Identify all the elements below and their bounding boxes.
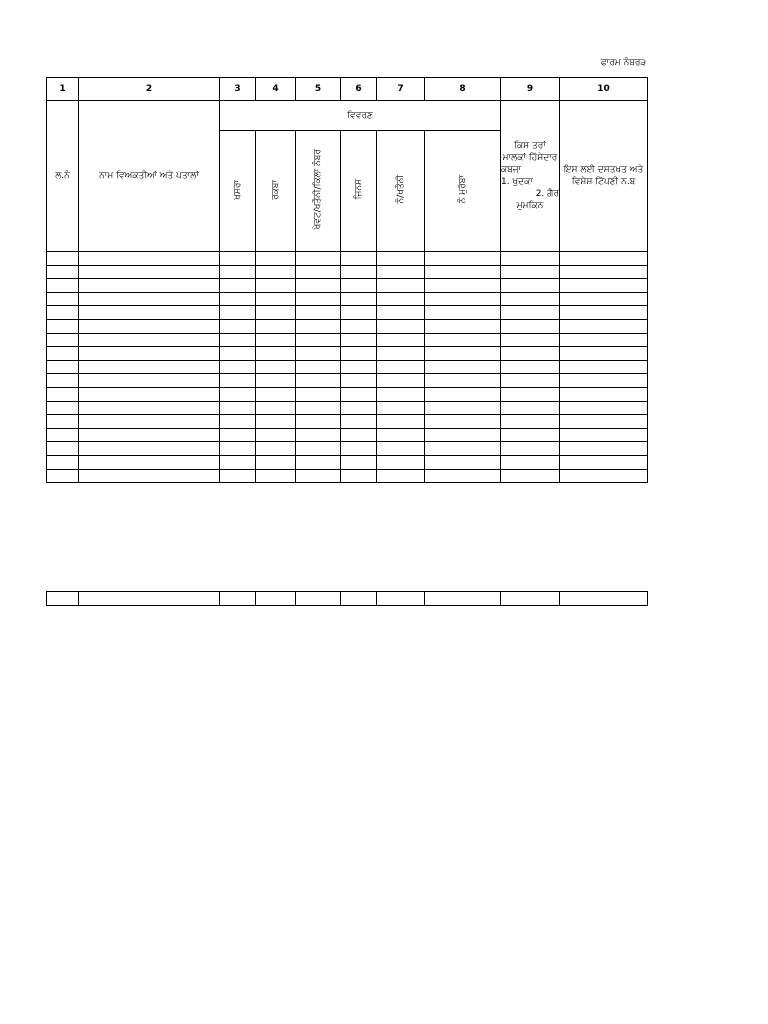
table-cell bbox=[47, 252, 79, 266]
table-cell bbox=[501, 428, 560, 442]
table-cell bbox=[220, 415, 256, 429]
table-cell bbox=[501, 292, 560, 306]
total-table bbox=[46, 591, 648, 606]
table-row bbox=[47, 428, 648, 442]
table-cell bbox=[220, 469, 256, 483]
table-cell bbox=[560, 592, 648, 606]
table-cell bbox=[560, 279, 648, 293]
table-cell bbox=[425, 415, 501, 429]
register-table bbox=[46, 77, 648, 483]
table-cell bbox=[296, 415, 341, 429]
table-cell bbox=[296, 387, 341, 401]
table-cell bbox=[501, 279, 560, 293]
table-cell bbox=[296, 292, 341, 306]
area-header-text: ਰਕਬਾ bbox=[270, 179, 281, 200]
table-cell bbox=[220, 319, 256, 333]
table-cell bbox=[501, 374, 560, 388]
table-cell bbox=[501, 333, 560, 347]
table-cell bbox=[425, 265, 501, 279]
table-row bbox=[47, 333, 648, 347]
table-cell bbox=[560, 306, 648, 320]
column-number: 9 bbox=[501, 78, 560, 101]
table-cell bbox=[560, 252, 648, 266]
table-cell bbox=[296, 469, 341, 483]
table-cell bbox=[425, 333, 501, 347]
table-cell bbox=[220, 442, 256, 456]
table-row bbox=[47, 360, 648, 374]
table-cell bbox=[425, 252, 501, 266]
table-cell bbox=[256, 428, 296, 442]
table-cell bbox=[256, 252, 296, 266]
table-cell bbox=[501, 319, 560, 333]
table-cell bbox=[47, 347, 79, 361]
table-cell bbox=[220, 401, 256, 415]
murabba-header-text: ਨੰ ਮੁਰੱਬਾ bbox=[457, 175, 468, 204]
table-cell bbox=[501, 469, 560, 483]
ownership-line: 1. ਖੁਦਕਾ bbox=[501, 177, 533, 187]
khewat-header bbox=[296, 131, 341, 252]
column-number: 4 bbox=[256, 78, 296, 101]
table-cell bbox=[501, 592, 560, 606]
column-number: 1 bbox=[47, 78, 79, 101]
table-cell bbox=[425, 442, 501, 456]
khasra-header-text: ਖਸਰਾ bbox=[232, 179, 243, 200]
ownership-line: ਮੁਮਕਿਨ bbox=[516, 201, 544, 211]
table-cell bbox=[425, 401, 501, 415]
table-cell bbox=[501, 252, 560, 266]
table-row bbox=[47, 415, 648, 429]
table-cell bbox=[377, 347, 425, 361]
table-cell bbox=[79, 347, 220, 361]
table-cell bbox=[425, 292, 501, 306]
table-row bbox=[47, 374, 648, 388]
table-cell bbox=[256, 360, 296, 374]
table-row bbox=[47, 347, 648, 361]
name-header: ਨਾਮ ਵਿਅਕਤੀਆਂ ਅਤੇ ਪਤਾਲਾਂ bbox=[79, 101, 220, 252]
table-cell bbox=[341, 252, 377, 266]
table-cell bbox=[425, 469, 501, 483]
table-cell bbox=[79, 401, 220, 415]
table-cell bbox=[79, 469, 220, 483]
table-cell bbox=[377, 415, 425, 429]
table-cell bbox=[377, 279, 425, 293]
table-cell bbox=[220, 265, 256, 279]
table-row bbox=[47, 442, 648, 456]
table-cell bbox=[425, 387, 501, 401]
table-cell bbox=[501, 401, 560, 415]
ownership-line: ਕਿਸ ਤਰਾਂ bbox=[514, 141, 546, 151]
table-cell bbox=[341, 428, 377, 442]
table-row bbox=[47, 252, 648, 266]
table-cell bbox=[341, 387, 377, 401]
table-cell bbox=[220, 306, 256, 320]
table-cell bbox=[220, 360, 256, 374]
serial-header: ਲ.ਨੰ bbox=[47, 101, 79, 252]
table-cell bbox=[425, 319, 501, 333]
column-number: 10 bbox=[560, 78, 648, 101]
details-group-header: ਵਿਵਰਣ bbox=[220, 101, 501, 131]
table-cell bbox=[377, 360, 425, 374]
table-cell bbox=[79, 252, 220, 266]
table-cell bbox=[341, 333, 377, 347]
table-cell bbox=[296, 360, 341, 374]
table-cell bbox=[47, 387, 79, 401]
table-cell bbox=[256, 306, 296, 320]
table-cell bbox=[341, 442, 377, 456]
table-cell bbox=[79, 319, 220, 333]
table-cell bbox=[560, 415, 648, 429]
khatauni-header bbox=[377, 131, 425, 252]
table-cell bbox=[79, 292, 220, 306]
table-cell bbox=[425, 592, 501, 606]
table-cell bbox=[256, 592, 296, 606]
table-cell bbox=[377, 387, 425, 401]
table-cell bbox=[256, 292, 296, 306]
table-cell bbox=[47, 415, 79, 429]
table-cell bbox=[377, 265, 425, 279]
table-cell bbox=[296, 279, 341, 293]
table-cell bbox=[256, 319, 296, 333]
column-number: 5 bbox=[296, 78, 341, 101]
table-cell bbox=[560, 319, 648, 333]
table-cell bbox=[47, 319, 79, 333]
table-cell bbox=[341, 360, 377, 374]
remarks-header: ਇਸ ਲਈ ਦਸਤਖਤ ਅਤੇ ਵਿਸ਼ੇਸ਼ ਟਿੱਪਣੀ ਨ.ਬ bbox=[560, 101, 648, 252]
table-cell bbox=[220, 592, 256, 606]
table-cell bbox=[256, 374, 296, 388]
table-row bbox=[47, 455, 648, 469]
table-cell bbox=[220, 333, 256, 347]
table-cell bbox=[377, 306, 425, 320]
table-cell bbox=[560, 401, 648, 415]
table-cell bbox=[296, 347, 341, 361]
table-cell bbox=[501, 387, 560, 401]
table-cell bbox=[560, 374, 648, 388]
table-cell bbox=[501, 442, 560, 456]
table-cell bbox=[79, 442, 220, 456]
table-cell bbox=[341, 279, 377, 293]
table-cell bbox=[501, 306, 560, 320]
table-cell bbox=[425, 279, 501, 293]
table-cell bbox=[377, 455, 425, 469]
ownership-header bbox=[501, 101, 560, 252]
table-cell bbox=[560, 469, 648, 483]
table-cell bbox=[220, 387, 256, 401]
table-cell bbox=[425, 428, 501, 442]
ownership-line: ਕਬਜਾ bbox=[501, 165, 522, 175]
table-cell bbox=[79, 592, 220, 606]
table-cell bbox=[377, 469, 425, 483]
table-cell bbox=[560, 428, 648, 442]
table-cell bbox=[377, 401, 425, 415]
khatauni-header-text: ਨੰ/ਖਤੌਨੀ bbox=[395, 175, 406, 204]
table-cell bbox=[296, 265, 341, 279]
table-cell bbox=[341, 374, 377, 388]
table-row bbox=[47, 319, 648, 333]
table-cell bbox=[79, 428, 220, 442]
ownership-line: ਮਾਲਕਾਂ ਹਿੱਸੇਦਾਰ bbox=[502, 153, 558, 163]
table-cell bbox=[79, 360, 220, 374]
table-cell bbox=[220, 252, 256, 266]
table-cell bbox=[377, 292, 425, 306]
table-cell bbox=[341, 469, 377, 483]
table-cell bbox=[79, 374, 220, 388]
table-cell bbox=[47, 360, 79, 374]
table-cell bbox=[501, 455, 560, 469]
table-row bbox=[47, 401, 648, 415]
table-cell bbox=[560, 360, 648, 374]
table-cell bbox=[256, 415, 296, 429]
table-cell bbox=[425, 306, 501, 320]
table-cell bbox=[256, 469, 296, 483]
table-cell bbox=[296, 333, 341, 347]
table-cell bbox=[47, 428, 79, 442]
table-cell bbox=[79, 279, 220, 293]
table-cell bbox=[425, 347, 501, 361]
khasra-header bbox=[220, 131, 256, 252]
table-cell bbox=[296, 428, 341, 442]
table-cell bbox=[377, 374, 425, 388]
column-number: 6 bbox=[341, 78, 377, 101]
table-cell bbox=[256, 442, 296, 456]
table-cell bbox=[296, 252, 341, 266]
table-cell bbox=[341, 401, 377, 415]
table-cell bbox=[341, 319, 377, 333]
table-cell bbox=[256, 455, 296, 469]
table-cell bbox=[501, 415, 560, 429]
table-cell bbox=[560, 442, 648, 456]
table-cell bbox=[501, 360, 560, 374]
column-number: 7 bbox=[377, 78, 425, 101]
ownership-line: 2. ਗੈਰ bbox=[535, 189, 559, 199]
table-cell bbox=[296, 592, 341, 606]
table-cell bbox=[256, 333, 296, 347]
table-cell bbox=[47, 374, 79, 388]
table-cell bbox=[296, 319, 341, 333]
table-cell bbox=[220, 455, 256, 469]
table-cell bbox=[256, 387, 296, 401]
column-number: 8 bbox=[425, 78, 501, 101]
table-row bbox=[47, 469, 648, 483]
table-cell bbox=[341, 292, 377, 306]
crop-header bbox=[341, 131, 377, 252]
table-cell bbox=[79, 306, 220, 320]
table-cell bbox=[47, 279, 79, 293]
table-cell bbox=[220, 279, 256, 293]
khewat-header-text: ਖੇਵਟ/ਖਤੌਨੀ/ਕਿਲਾ ਨੰਬਰ bbox=[313, 149, 323, 230]
table-cell bbox=[256, 347, 296, 361]
column-number: 2 bbox=[79, 78, 220, 101]
table-cell bbox=[220, 292, 256, 306]
table-cell bbox=[560, 265, 648, 279]
table-cell bbox=[256, 401, 296, 415]
table-cell bbox=[220, 374, 256, 388]
murabba-header bbox=[425, 131, 501, 252]
table-cell bbox=[296, 442, 341, 456]
table-cell bbox=[256, 265, 296, 279]
table-row bbox=[47, 265, 648, 279]
column-number-row bbox=[47, 78, 648, 101]
table-cell bbox=[47, 292, 79, 306]
table-cell bbox=[341, 415, 377, 429]
table-cell bbox=[377, 252, 425, 266]
table-row bbox=[47, 292, 648, 306]
table-cell bbox=[47, 592, 79, 606]
table-cell bbox=[341, 265, 377, 279]
table-cell bbox=[47, 442, 79, 456]
table-cell bbox=[377, 428, 425, 442]
table-cell bbox=[377, 333, 425, 347]
table-cell bbox=[47, 333, 79, 347]
table-cell bbox=[220, 347, 256, 361]
table-cell bbox=[377, 442, 425, 456]
table-cell bbox=[47, 265, 79, 279]
table-row bbox=[47, 279, 648, 293]
table-cell bbox=[425, 455, 501, 469]
table-cell bbox=[341, 592, 377, 606]
table-row bbox=[47, 592, 648, 606]
table-cell bbox=[501, 265, 560, 279]
table-cell bbox=[560, 387, 648, 401]
crop-header-text: ਜਿਨਸ bbox=[353, 179, 364, 200]
table-cell bbox=[47, 401, 79, 415]
table-row bbox=[47, 306, 648, 320]
table-cell bbox=[377, 319, 425, 333]
table-cell bbox=[47, 455, 79, 469]
table-cell bbox=[79, 455, 220, 469]
table-cell bbox=[377, 592, 425, 606]
table-cell bbox=[560, 292, 648, 306]
table-cell bbox=[560, 455, 648, 469]
table-cell bbox=[47, 306, 79, 320]
table-cell bbox=[425, 360, 501, 374]
table-cell bbox=[79, 265, 220, 279]
table-cell bbox=[79, 415, 220, 429]
table-cell bbox=[296, 455, 341, 469]
table-cell bbox=[560, 333, 648, 347]
table-cell bbox=[341, 347, 377, 361]
table-row bbox=[47, 387, 648, 401]
table-cell bbox=[47, 469, 79, 483]
table-cell bbox=[501, 347, 560, 361]
form-number-label: ਫਾਰਮ ਨੰਬਰ੩ bbox=[600, 58, 646, 68]
table-cell bbox=[341, 306, 377, 320]
table-cell bbox=[79, 387, 220, 401]
table-cell bbox=[296, 374, 341, 388]
table-cell bbox=[79, 333, 220, 347]
header-group-row bbox=[47, 101, 648, 131]
table-cell bbox=[425, 374, 501, 388]
table-cell bbox=[296, 306, 341, 320]
table-cell bbox=[560, 347, 648, 361]
table-cell bbox=[296, 401, 341, 415]
area-header bbox=[256, 131, 296, 252]
table-cell bbox=[256, 279, 296, 293]
table-body bbox=[47, 252, 648, 483]
table-cell bbox=[220, 428, 256, 442]
column-number: 3 bbox=[220, 78, 256, 101]
table-cell bbox=[341, 455, 377, 469]
